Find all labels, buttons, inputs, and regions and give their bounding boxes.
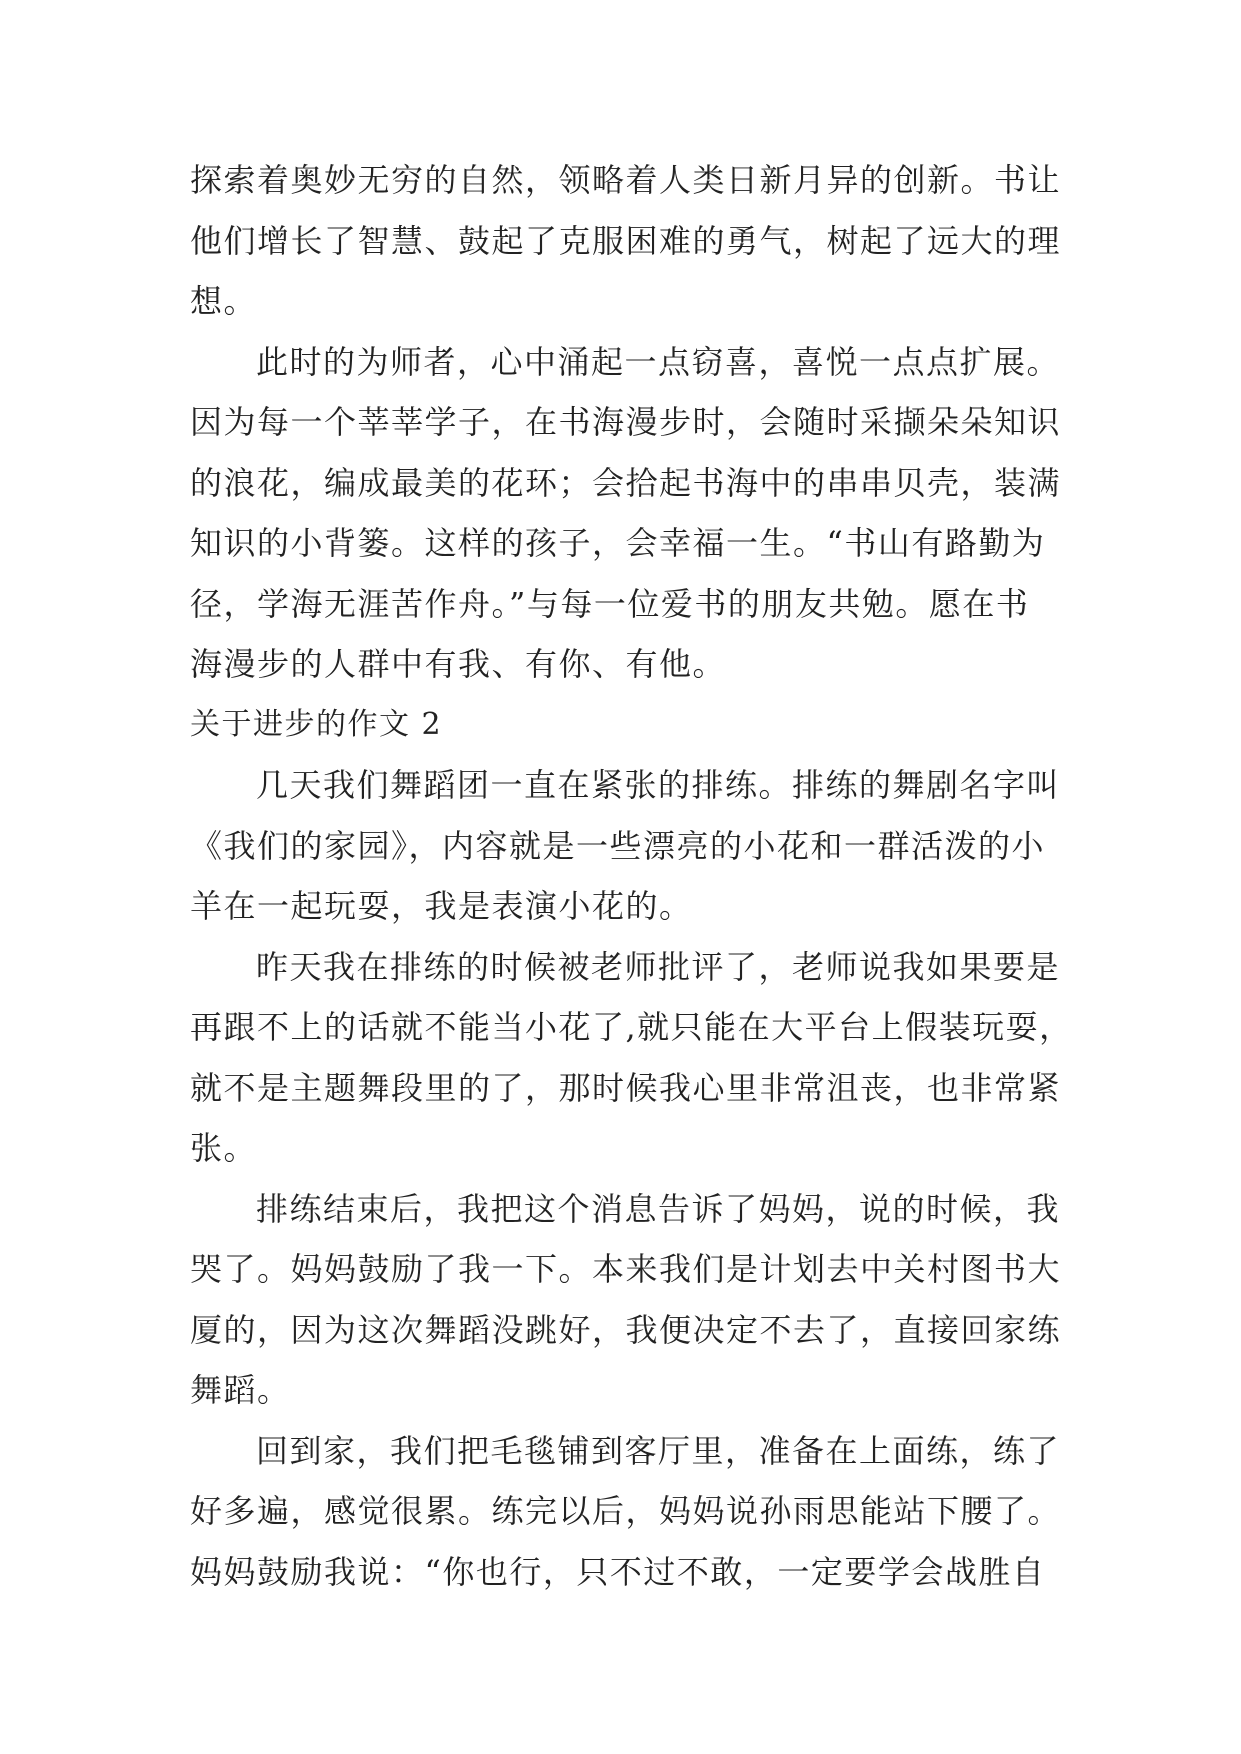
text-line: 舞蹈。 [190, 1371, 291, 1409]
text-line: 他们增长了智慧、鼓起了克服困难的勇气，树起了远大的理 [190, 221, 1062, 260]
text-line: 《我们的家园》，内容就是一些漂亮的小花和一群活泼的小 [190, 826, 1046, 865]
text-line: 昨天我在排练的时候被老师批评了，老师说我如果要是 [256, 947, 1061, 986]
text-line: 张。 [190, 1129, 258, 1167]
text-line: 排练结束后，我把这个消息告诉了妈妈，说的时候，我 [256, 1189, 1061, 1228]
text-line: 因为每一个莘莘学子，在书海漫步时，会随时采撷朵朵知识 [190, 403, 1062, 441]
text-line: 此时的为师者，心中涌起一点窃喜，喜悦一点点扩展。 [256, 342, 1061, 381]
text-line: 知识的小背篓。这样的孩子，会幸福一生。“书山有路勤为 [190, 524, 1046, 562]
text-line: 好多遍，感觉很累。练完以后，妈妈说孙雨思能站下腰了。 [190, 1492, 1062, 1530]
text-line: 厦的，因为这次舞蹈没跳好，我便决定不去了，直接回家练 [190, 1310, 1062, 1349]
text-line: 再跟不上的话就不能当小花了,就只能在大平台上假装玩耍， [190, 1008, 1073, 1046]
section-heading: 关于进步的作文 2 [190, 706, 443, 742]
text-line: 哭了。妈妈鼓励了我一下。本来我们是计划去中关村图书大 [190, 1250, 1062, 1288]
text-line: 羊在一起玩耍，我是表演小花的。 [190, 887, 693, 925]
text-line: 探索着奥妙无穷的自然，领略着人类日新月异的创新。书让 [190, 161, 1062, 199]
document-body [190, 150, 1073, 1602]
text-line: 就不是主题舞段里的了，那时候我心里非常沮丧，也非常紧 [190, 1068, 1062, 1107]
text-line: 海漫步的人群中有我、有你、有他。 [190, 645, 727, 683]
text-line: 想。 [190, 282, 258, 320]
text-line: 几天我们舞蹈团一直在紧张的排练。排练的舞剧名字叫 [256, 766, 1061, 804]
text-line: 的浪花，编成最美的花环；会拾起书海中的串串贝壳，装满 [190, 463, 1062, 502]
text-line: 妈妈鼓励我说：“你也行，只不过不敢，一定要学会战胜自 [190, 1552, 1046, 1591]
text-line: 径，学海无涯苦作舟。”与每一位爱书的朋友共勉。愿在书 [190, 584, 1030, 623]
text-line: 回到家，我们把毛毯铺到客厅里，准备在上面练，练了 [256, 1431, 1061, 1470]
